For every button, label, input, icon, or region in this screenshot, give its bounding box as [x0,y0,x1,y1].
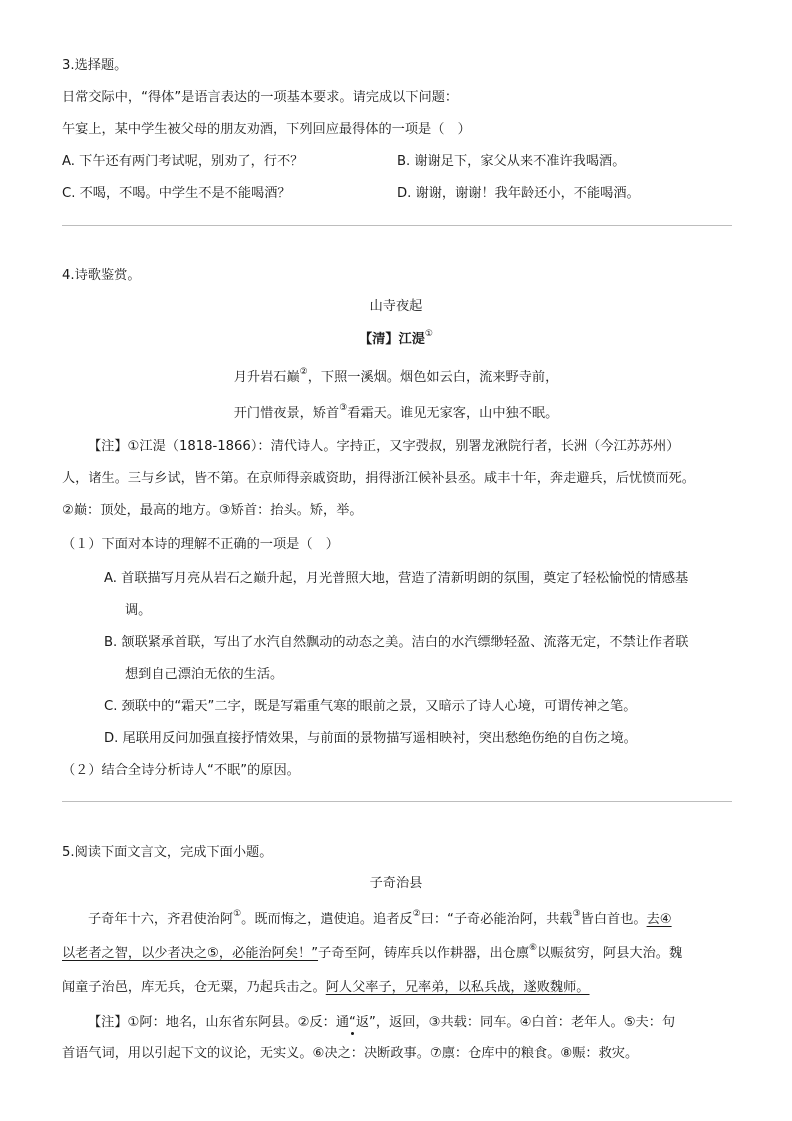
q3-stem: 午宴上，某中学生被父母的朋友劝酒，下列回应最得体的一项是（ ） [62,122,471,137]
q3-option-d[interactable]: D. 谢谢，谢谢！我年龄还小，不能喝酒。 [397,186,640,201]
q4-option-a-cont[interactable]: 调。 [125,603,152,618]
divider-1 [62,225,732,226]
q3-title: 3.选择题。 [62,58,128,73]
poem-text: 开门惜夜景，矫首 [233,406,340,421]
q4-sub1: （１）下面对本诗的理解不正确的一项是（ ） [62,537,339,552]
poem-note-line-2: 人，诸生。三与乡试，皆不第。在京师得亲戚资助，捐得浙江候补县丞。咸丰十年，奔走避兵，后忧愤而死。 [62,471,695,486]
divider-2 [62,801,732,802]
q3-option-c[interactable]: C. 不喝，不喝。中学生不是不能喝酒？ [62,186,291,201]
q4-option-a[interactable]: A. 首联描写月亮从岩石之巅升起，月光普照大地，营造了清新明朗的氛围，奠定了轻松愉悦的情感基 [104,571,689,586]
q3-option-a[interactable]: A. 下午还有两门考试呢，别劝了，行不？ [62,154,304,169]
poem-line-2 [0,402,792,423]
poem-author [0,328,792,349]
text-run: 【注】①阿：地名，山东省东阿县。②反：通 [88,1015,350,1030]
text-run: 闻童子治邑，库无兵，仓无粟，乃起兵击之。 [62,980,326,995]
q4-option-c[interactable]: C. 颈联中的“霜天”二字，既是写霜重气寒的眼前之景，又暗示了诗人心境，可谓传神之笔。 [104,699,637,714]
footnote-marker: ① [424,328,433,339]
footnote-marker: ② [412,908,421,919]
text-run: 子奇至阿，铸库兵以作耕器，出仓廪 [318,946,530,961]
text-run: 曰：“子奇必能治阿，共载 [420,912,573,927]
poem-note-line-1: 【注】①江湜（1818-1866）：清代诗人。字持正，又字弢叔，别署龙湫院行者，长洲（今江苏苏州） [88,439,680,454]
classical-paragraph-line-1 [88,908,672,929]
footnote-marker: ③ [339,402,348,413]
footnote-marker: ① [233,908,242,919]
q4-option-b[interactable]: B. 颔联紧承首联，写出了水汽自然飘动的动态之美。洁白的水汽缥缈轻盈、流落无定，不禁让作者联 [104,635,689,650]
q3-intro: 日常交际中，“得体”是语言表达的一项基本要求。请完成以下问题： [62,90,459,105]
text-run: 。既而悔之，遣使追。追者反 [241,912,413,927]
underlined-sentence: 阿人父率子，兄率弟，以私兵战，遂败魏师。 [325,980,590,995]
text-run: 子奇年十六，齐君使治阿 [88,912,234,927]
q5-title: 5.阅读下面文言文，完成下面小题。 [62,845,273,860]
q3-option-b[interactable]: B. 谢谢足下，家父从来不准许我喝酒。 [397,154,626,169]
classical-paragraph-line-3 [62,979,590,997]
q4-title: 4.诗歌鉴赏。 [62,268,141,283]
poem-text: 看霜天。谁见无家客，山中独不眠。 [347,406,559,421]
q4-sub2: （２）结合全诗分析诗人“不眠”的原因。 [62,763,300,778]
classical-paragraph-line-2 [62,942,683,963]
classical-text-title: 子奇治县 [369,876,423,891]
emphasis-dot-char: “ [349,1015,356,1030]
poem-line-1 [0,366,792,387]
classical-note-line-1 [88,1014,675,1032]
text-run: 皆白首也。 [580,912,647,927]
footnote-marker: ⑥ [529,942,538,953]
text-run: 以赈贫穷，阿县大治。魏 [537,946,683,961]
footnote-marker: ② [299,366,308,377]
poem-text: 月升岩石巅 [233,370,300,385]
poem-title: 山寺夜起 [369,299,423,314]
poem-note-line-3: ②巅：顶处，最高的地方。③矫首：抬头。矫，举。 [62,503,363,518]
footnote-marker: ③ [572,908,581,919]
poem-text: ，下照一溪烟。烟色如云白，流来野寺前， [307,370,559,385]
classical-note-line-2: 首语气词，用以引起下文的议论，无实义。⑥决之：决断政事。⑦廪：仓库中的粮食。⑧赈：救灾。 [62,1046,639,1061]
underlined-sentence: 去④ [646,912,672,927]
q4-option-b-cont[interactable]: 想到自己漂泊无依的生活。 [125,667,284,682]
text-run: 返”，返回，③共载：同车。④白首：老年人。⑤夫：句 [355,1015,676,1030]
underlined-sentence: 以老者之智，以少者决之⑤，必能治阿矣！” [62,946,319,961]
poem-author-text: 【清】江湜 [358,332,425,347]
q4-option-d[interactable]: D. 尾联用反问加强直接抒情效果，与前面的景物描写遥相映衬，突出愁绝伤绝的自伤之境。 [104,731,637,746]
